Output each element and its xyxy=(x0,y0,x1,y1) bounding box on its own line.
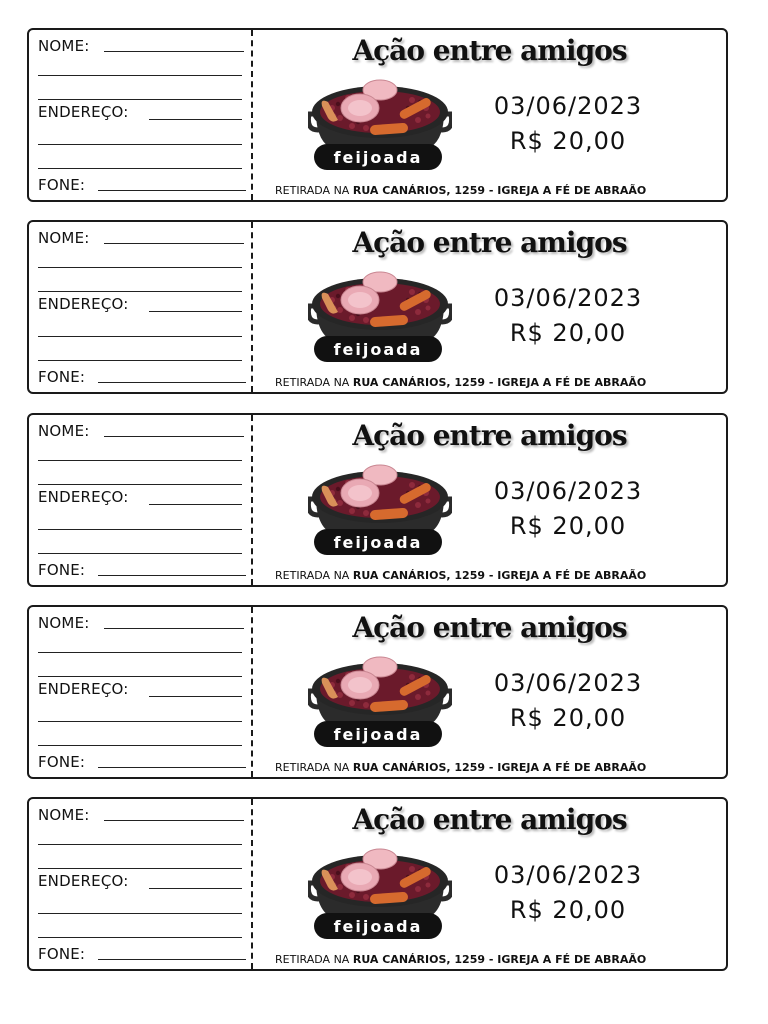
raffle-ticket-5 xyxy=(27,797,728,971)
name-line[interactable] xyxy=(104,436,244,437)
name-line-2[interactable] xyxy=(38,652,242,653)
address-line-2[interactable] xyxy=(38,144,242,145)
pickup-info xyxy=(275,569,646,582)
feijoada-pot-icon xyxy=(308,270,452,366)
ticket-price: R$ 20,00 xyxy=(509,704,627,732)
raffle-ticket-1 xyxy=(27,28,728,202)
pickup-info xyxy=(275,953,646,966)
ticket-price: R$ 20,00 xyxy=(509,512,627,540)
address-line-3[interactable] xyxy=(38,553,242,554)
name-label: NOME: xyxy=(38,422,90,440)
phone-label: FONE: xyxy=(38,753,86,771)
ticket-price: R$ 20,00 xyxy=(509,127,627,155)
feijoada-badge-text: feijoada xyxy=(333,533,423,552)
phone-line[interactable] xyxy=(98,767,246,768)
address-line[interactable] xyxy=(149,311,242,312)
feijoada-badge-text: feijoada xyxy=(333,340,423,359)
pickup-prefix: RETIRADA NA xyxy=(275,953,350,966)
address-line-2[interactable] xyxy=(38,336,242,337)
name-label: NOME: xyxy=(38,229,90,247)
address-line-2[interactable] xyxy=(38,913,242,914)
name-line[interactable] xyxy=(104,243,244,244)
phone-line[interactable] xyxy=(98,190,246,191)
feijoada-badge-text: feijoada xyxy=(333,148,423,167)
ticket-title: Ação entre amigos xyxy=(352,419,627,452)
name-line-3[interactable] xyxy=(38,291,242,292)
address-line-3[interactable] xyxy=(38,937,242,938)
feijoada-badge-text: feijoada xyxy=(333,917,423,936)
ticket-body xyxy=(253,607,726,777)
ticket-body xyxy=(253,30,726,200)
feijoada-pot-icon xyxy=(308,655,452,751)
ticket-body xyxy=(253,799,726,969)
address-label: ENDEREÇO: xyxy=(38,295,129,313)
name-line-2[interactable] xyxy=(38,267,242,268)
feijoada-pot-icon xyxy=(308,78,452,174)
pickup-location: RUA CANÁRIOS, 1259 - IGREJA A FÉ DE ABRAÃO xyxy=(352,184,647,197)
ticket-title: Ação entre amigos xyxy=(352,226,627,259)
feijoada-pot-icon xyxy=(308,463,452,559)
name-line[interactable] xyxy=(104,51,244,52)
name-line-2[interactable] xyxy=(38,844,242,845)
name-line-2[interactable] xyxy=(38,75,242,76)
ticket-price: R$ 20,00 xyxy=(509,319,627,347)
pickup-info xyxy=(275,184,646,197)
address-line[interactable] xyxy=(149,888,242,889)
ticket-stub xyxy=(29,415,253,585)
pickup-location: RUA CANÁRIOS, 1259 - IGREJA A FÉ DE ABRAÃO xyxy=(352,953,647,966)
name-line-3[interactable] xyxy=(38,676,242,677)
name-line[interactable] xyxy=(104,628,244,629)
feijoada-badge-text: feijoada xyxy=(333,725,423,744)
pickup-prefix: RETIRADA NA xyxy=(275,569,350,582)
phone-line[interactable] xyxy=(98,575,246,576)
name-label: NOME: xyxy=(38,806,90,824)
name-line[interactable] xyxy=(104,820,244,821)
address-line-2[interactable] xyxy=(38,529,242,530)
raffle-ticket-2 xyxy=(27,220,728,394)
address-line-3[interactable] xyxy=(38,745,242,746)
ticket-title: Ação entre amigos xyxy=(352,803,627,836)
address-line[interactable] xyxy=(149,119,242,120)
address-line-3[interactable] xyxy=(38,360,242,361)
pickup-prefix: RETIRADA NA xyxy=(275,761,350,774)
pickup-location: RUA CANÁRIOS, 1259 - IGREJA A FÉ DE ABRAÃO xyxy=(352,761,647,774)
name-line-3[interactable] xyxy=(38,484,242,485)
ticket-title: Ação entre amigos xyxy=(352,34,627,67)
event-date: 03/06/2023 xyxy=(493,284,643,312)
address-label: ENDEREÇO: xyxy=(38,680,129,698)
phone-label: FONE: xyxy=(38,368,86,386)
name-label: NOME: xyxy=(38,614,90,632)
phone-label: FONE: xyxy=(38,561,86,579)
pickup-info xyxy=(275,761,646,774)
ticket-stub xyxy=(29,607,253,777)
address-label: ENDEREÇO: xyxy=(38,872,129,890)
name-line-3[interactable] xyxy=(38,99,242,100)
ticket-stub xyxy=(29,222,253,392)
name-line-3[interactable] xyxy=(38,868,242,869)
ticket-body xyxy=(253,222,726,392)
phone-line[interactable] xyxy=(98,959,246,960)
phone-label: FONE: xyxy=(38,176,86,194)
address-line[interactable] xyxy=(149,504,242,505)
pickup-location: RUA CANÁRIOS, 1259 - IGREJA A FÉ DE ABRAÃO xyxy=(352,376,647,389)
feijoada-pot-icon xyxy=(308,847,452,943)
event-date: 03/06/2023 xyxy=(493,669,643,697)
phone-label: FONE: xyxy=(38,945,86,963)
address-label: ENDEREÇO: xyxy=(38,103,129,121)
pickup-prefix: RETIRADA NA xyxy=(275,376,350,389)
event-date: 03/06/2023 xyxy=(493,477,643,505)
pickup-info xyxy=(275,376,646,389)
phone-line[interactable] xyxy=(98,382,246,383)
pickup-location: RUA CANÁRIOS, 1259 - IGREJA A FÉ DE ABRAÃO xyxy=(352,569,647,582)
address-line-3[interactable] xyxy=(38,168,242,169)
event-date: 03/06/2023 xyxy=(493,92,643,120)
ticket-body xyxy=(253,415,726,585)
address-line-2[interactable] xyxy=(38,721,242,722)
event-date: 03/06/2023 xyxy=(493,861,643,889)
name-label: NOME: xyxy=(38,37,90,55)
name-line-2[interactable] xyxy=(38,460,242,461)
raffle-ticket-4 xyxy=(27,605,728,779)
ticket-stub xyxy=(29,30,253,200)
ticket-title: Ação entre amigos xyxy=(352,611,627,644)
address-label: ENDEREÇO: xyxy=(38,488,129,506)
address-line[interactable] xyxy=(149,696,242,697)
raffle-ticket-3 xyxy=(27,413,728,587)
ticket-stub xyxy=(29,799,253,969)
ticket-price: R$ 20,00 xyxy=(509,896,627,924)
pickup-prefix: RETIRADA NA xyxy=(275,184,350,197)
